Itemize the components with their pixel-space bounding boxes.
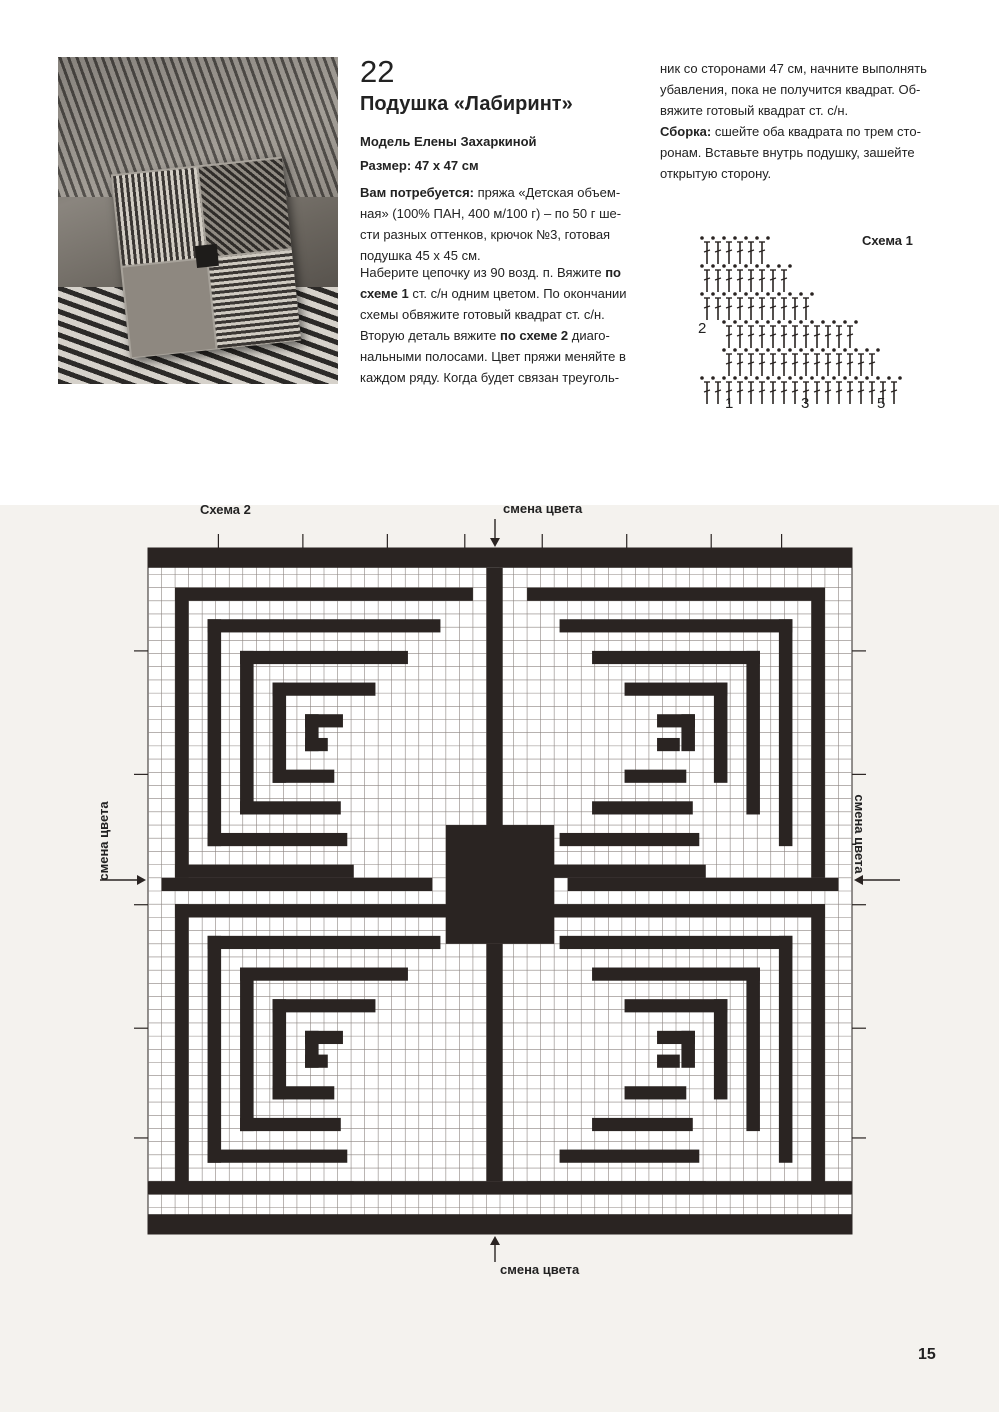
chain-stitch-dot — [777, 264, 781, 268]
chain-stitch-dot — [700, 236, 704, 240]
chain-stitch-dot — [733, 264, 737, 268]
chain-stitch-dot — [711, 264, 715, 268]
size-line: Размер: 47 х 47 см — [360, 158, 479, 173]
chain-stitch-dot — [777, 376, 781, 380]
chain-stitch-dot — [766, 320, 770, 324]
schema1-stitches — [695, 232, 915, 412]
pillow-quarter — [123, 259, 216, 357]
chain-stitch-dot — [810, 320, 814, 324]
chain-stitch-dot — [865, 348, 869, 352]
chain-stitch-dot — [788, 348, 792, 352]
chain-stitch-dot — [832, 320, 836, 324]
chain-stitch-dot — [711, 376, 715, 380]
chain-stitch-dot — [722, 292, 726, 296]
schema2-label: Схема 2 — [200, 502, 251, 517]
chain-stitch-dot — [810, 376, 814, 380]
chain-stitch-dot — [810, 292, 814, 296]
chain-stitch-dot — [755, 320, 759, 324]
chain-stitch-dot — [744, 348, 748, 352]
chain-stitch-dot — [722, 348, 726, 352]
chain-stitch-dot — [777, 320, 781, 324]
chain-stitch-dot — [821, 376, 825, 380]
chain-stitch-dot — [843, 320, 847, 324]
chain-stitch-dot — [777, 348, 781, 352]
chain-stitch-dot — [799, 376, 803, 380]
chain-stitch-dot — [733, 376, 737, 380]
chain-stitch-dot — [766, 292, 770, 296]
chain-stitch-dot — [788, 264, 792, 268]
assembly-paragraph: Сборка: сшейте оба квадрата по трем сто- ронам. Вставьте внутрь подушку, зашейте открытую сторону. — [660, 124, 921, 181]
chain-stitch-dot — [755, 348, 759, 352]
color-change-right-label: смена цвета — [852, 794, 868, 874]
chain-stitch-dot — [810, 348, 814, 352]
schema2-paragraph: Вторую деталь вяжите по схеме 2 диаго- нальными полосами. Цвет пряжи меняйте в каждом ряду. Когда будет связан треуголь- — [360, 328, 626, 385]
chain-stitch-dot — [876, 348, 880, 352]
page-number: 15 — [918, 1346, 936, 1363]
chain-stitch-dot — [832, 376, 836, 380]
chain-stitch-dot — [777, 292, 781, 296]
chain-stitch-dot — [711, 236, 715, 240]
pillow-photo — [58, 57, 338, 384]
chain-stitch-dot — [865, 376, 869, 380]
color-change-top-label: смена цвета — [503, 501, 583, 516]
instructions-paragraph: Наберите цепочку из 90 возд. п. Вяжите по схеме 1 ст. с/н одним цветом. По окончании схемы обвяжите готовый квадрат ст. с/н. — [360, 265, 627, 322]
schema1-col-number: 5 — [877, 395, 886, 412]
chain-stitch-dot — [755, 376, 759, 380]
chain-stitch-dot — [799, 348, 803, 352]
chain-stitch-dot — [733, 320, 737, 324]
color-change-left-label: смена цвета — [96, 801, 112, 881]
pillow-quarter — [208, 250, 301, 348]
chain-stitch-dot — [755, 236, 759, 240]
chain-stitch-dot — [876, 376, 880, 380]
chain-stitch-dot — [854, 376, 858, 380]
chain-stitch-dot — [733, 292, 737, 296]
chain-stitch-dot — [722, 236, 726, 240]
chain-stitch-dot — [755, 292, 759, 296]
chain-stitch-dot — [788, 292, 792, 296]
materials-paragraph: Вам потребуется: пряжа «Детская объем- ная» (100% ПАН, 400 м/100 г) – по 50 г ше- сти разных оттенков, крючок №3, готовая подушка 45 х 45 см. — [360, 185, 622, 263]
pillow-quarter — [199, 159, 292, 257]
continuation-paragraph: ник со сторонами 47 см, начните выполнять убавления, пока не получится квадрат. Об- вяжите готовый квадрат ст. с/н. — [660, 61, 927, 118]
chain-stitch-dot — [821, 348, 825, 352]
chain-stitch-dot — [854, 348, 858, 352]
chain-stitch-dot — [887, 376, 891, 380]
chain-stitch-dot — [854, 320, 858, 324]
labyrinth-pillow — [111, 157, 301, 359]
chain-stitch-dot — [788, 320, 792, 324]
article-number: 22 — [360, 54, 395, 89]
chain-stitch-dot — [843, 348, 847, 352]
chain-stitch-dot — [711, 292, 715, 296]
chain-stitch-dot — [766, 264, 770, 268]
chain-stitch-dot — [832, 348, 836, 352]
color-change-bottom-label: смена цвета — [500, 1262, 580, 1277]
article-title: Подушка «Лабиринт» — [360, 93, 573, 115]
pillow-quarter — [113, 167, 206, 265]
chain-stitch-dot — [843, 376, 847, 380]
chain-stitch-dot — [799, 292, 803, 296]
chain-stitch-dot — [744, 292, 748, 296]
pillow-center-square — [195, 244, 219, 268]
chain-stitch-dot — [733, 348, 737, 352]
chain-stitch-dot — [700, 376, 704, 380]
schema1-col-number: 3 — [801, 395, 810, 412]
chain-stitch-dot — [700, 264, 704, 268]
chain-stitch-dot — [766, 236, 770, 240]
chain-stitch-dot — [744, 264, 748, 268]
chain-stitch-dot — [722, 264, 726, 268]
chain-stitch-dot — [744, 320, 748, 324]
schema1-label: Схема 1 — [862, 233, 913, 248]
chain-stitch-dot — [898, 376, 902, 380]
chain-stitch-dot — [733, 236, 737, 240]
chain-stitch-dot — [766, 376, 770, 380]
schema1-diagram — [695, 232, 915, 412]
chain-stitch-dot — [744, 236, 748, 240]
chain-stitch-dot — [722, 376, 726, 380]
schema1-col-number: 1 — [725, 395, 734, 412]
author-line: Модель Елены Захаркиной — [360, 134, 537, 149]
chain-stitch-dot — [799, 320, 803, 324]
chain-stitch-dot — [766, 348, 770, 352]
schema1-row-number: 2 — [698, 320, 707, 337]
chain-stitch-dot — [755, 264, 759, 268]
chain-stitch-dot — [744, 376, 748, 380]
chain-stitch-dot — [788, 376, 792, 380]
chain-stitch-dot — [700, 292, 704, 296]
chain-stitch-dot — [722, 320, 726, 324]
chain-stitch-dot — [821, 320, 825, 324]
